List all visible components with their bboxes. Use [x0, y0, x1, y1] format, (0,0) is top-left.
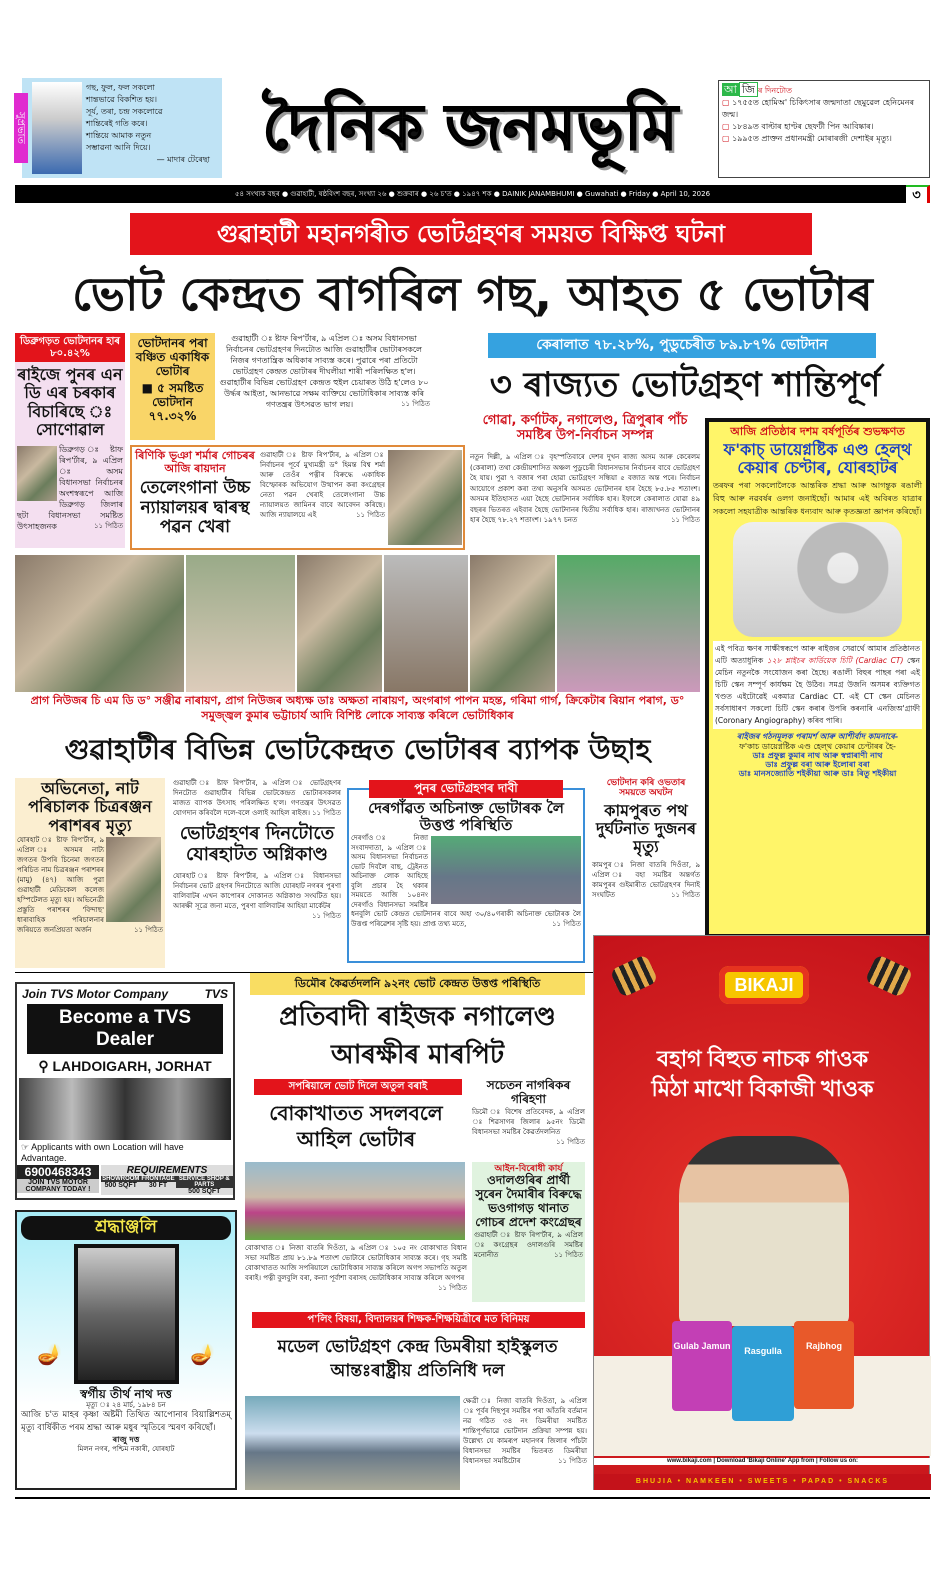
bokakhat-body: বোকাখাত ঃ নিজা বাতৰি দিওঁতা, ৯ এপ্ৰিল ঃ ১০৫ নং বোকাখাত বিধান সভা সমষ্টিত প্ৰায় ৮১.৮৯ শতাংশ ভোটাৰে ভোটাধিকাৰ সাব্যস্ত কৰে। গৃহ সমষ্টি বোকাখাতত আজি সপৰিয়ালে ভোটাধিকাৰ সাব্যস্ত কৰিলে অগপ সভাপতি অতুল বৰাই। পত্নী বুলবুলি বৰা, কন্যা পূৰ্বাশা বৰাসহ ভোটাধিকাৰ সাব্যস্ত কৰিলে অগপৰ	[245, 1244, 467, 1282]
continued-label: ১১ পিঠিত	[311, 912, 341, 921]
celebrity-image	[679, 1136, 849, 1326]
tvs-cta: JOIN TVS MOTOR COMPANY TODAY !	[17, 1179, 99, 1193]
quote-line: শান্তভাৱে বিকশিত হয়।	[86, 95, 157, 104]
lead-body: গুৱাহাটী ঃ ষ্টাফ ৰিপ'ৰ্টাৰ, ৯ এপ্ৰিল ঃ অসম বিধানসভা নিৰ্বাচনৰ ভোটগ্ৰহণৰ দিনটোত আজি গুৱাহাটীৰ ভোটাৰসকলে নিজৰ গণতান্ত্ৰিক অধিকাৰ সাব্যস্ত কৰে। পুৱাৰে পৰা প্ৰতিটো ভোটগ্ৰহণ কেন্দ্ৰত ভোটাৰৰ দীঘলীয়া শাৰী পৰিলক্ষিত হ'ল। গুৱাহাটীৰ বিভিন্ন ভোটগ্ৰহণ কেন্দ্ৰত হুইল চেয়াৰত উঠি হ'লেও ৮০ উৰ্দ্ধৰ আইতা, আনভাৱে সক্ষম ব্যক্তিয়ে ভোটাধিকাৰ সাব্যস্ত কৰি গণতন্ত্ৰৰ উৎসৱত ভাগ লয়।	[219, 334, 429, 409]
dergaon-label: পুনৰ ভোটগ্ৰহণৰ দাবী	[369, 780, 563, 798]
telangana-kicker: ৰিণিকি ভূঞা শৰ্মাৰ গোচৰৰ আজি ৰায়দান	[135, 449, 255, 475]
tvs-headline: Become a TVS Dealer	[27, 1004, 223, 1054]
obituary-text: আজি চ'ত মাহৰ কৃষ্ণা অষ্টমী তিথিত আপোনাৰ বিয়াল্লিশতম্ মৃত্যু বাৰ্ষিকীত পৰম শ্ৰদ্ধা আৰু মধুৰ স্মৃতিৰে স্মৰণ কৰিছোঁ।	[21, 1410, 231, 1434]
tvs-top-line: Join TVS Motor Company	[22, 987, 169, 1001]
ad-title: ফ'কাচ্ ডায়েগ্নষ্টিক এণ্ড হেল্থ কেয়াৰ চেণ্টাৰ, যোৰহাটৰ	[723, 439, 912, 478]
states-headline: ৩ ৰাজ্যত ভোটগ্ৰহণ শান্তিপূৰ্ণ	[489, 365, 881, 405]
actor-body: যোৰহাট ঃ ষ্টাফ ৰিপ'ৰ্টাৰ, ৯ এপ্ৰিল ঃ অসমৰ নাট্য জগতৰ উপৰি চিনেমা জগতৰ পৰিচিত নাম চিত্ৰৰঞ্জন পৰাশৰৰ (মামু) (৪৭) আজি পুৱা গুৱাহাটী মেডিকেল কলেজ হস্পিটেলত মৃত্যু হয়। অভিনেত্ৰী প্ৰস্তুতি পৰাশৰৰ 'বিন্দাছ' ধাৰাবাহিক পৰিচালনাৰ জৰিয়তে জনপ্ৰিয়তা অৰ্জন	[17, 836, 104, 935]
kampur-kicker: ভোটদান কৰি ওভতাৰ সময়তে অঘটন	[606, 778, 686, 799]
udalguri-body: গুৱাহাটী ঃ ষ্টাফ ৰিপ'ৰ্টাৰ, ৯ এপ্ৰিল ঃ কংগ্ৰেছৰ ওদালগুৰি সমষ্টিৰ মনোনীত	[474, 1230, 583, 1259]
motorcycles-image	[19, 1078, 231, 1140]
continued-label: ১১ পিঠিত	[670, 516, 700, 524]
citizens-body: ডিমৌ ঃ বিশেষ প্ৰতিবেদক, ৯ এপ্ৰিল ঃ শিৱসাগৰ জিলাৰ ৯৫নং ডিমৌ বিধানসভা সমষ্টিৰ কৈৱৰ্তদলনিত	[472, 1107, 585, 1136]
fire-headline: ভোটগ্ৰহণৰ দিনটোতে যোৰহাটত অগ্নিকাণ্ড	[179, 823, 335, 865]
continued-label: ১১ পিঠিত	[437, 1284, 467, 1292]
voter-photo	[384, 555, 468, 692]
gulab-jamun-tin: Gulab Jamun	[672, 1321, 732, 1411]
quote-line: শান্তিয়ে আমাক নতুন	[86, 131, 152, 140]
dergaon-headline: দেৰগাঁৱত অচিনাক্ত ভোটাৰক লৈ উত্তপ্ত পৰিস্থিতি	[368, 798, 564, 835]
dhol-drum-icon	[610, 954, 659, 998]
actor-headline: অভিনেতা, নাট পৰিচালক চিত্ৰৰঞ্জন পৰাশৰৰ মৃত্যু	[28, 779, 152, 835]
dimoria-body: ক্ষেত্ৰী ঃ নিজা বাতৰি দিওঁতা, ৯ এপ্ৰিল ঃ পূৰ্বৰ দিছপুৰ সমষ্টিৰ পৰা আঁতৰি বৰ্তমান নৱ গঠিত ৩৪ নং ডিমৰীয়া সমষ্টিত শান্তিপূৰ্ণভাৱে ভোটদান প্ৰক্ৰিয়া সম্পন্ন হয়। উল্লেখ্য যে কামৰূপ মহানগৰ জিলাৰ পাঁচটা বিধানসভা সমষ্টিৰ ভিতৰত ডিমৰীয়া বিধানসভা সমষ্টিটোৰ	[463, 1397, 587, 1465]
oil-lamp-icon: 🪔	[190, 1342, 215, 1366]
voter-stats-box	[130, 333, 215, 440]
telangana-body: গুৱাহাটী ঃ ষ্টাফ ৰিপ'ৰ্টাৰ, ৯ এপ্ৰিল ঃ নিৰ্বাচনৰ পূৰ্বে মুখ্যমন্ত্ৰী ড° হিমন্ত বিশ্ব শৰ্মা আৰু তেওঁৰ পত্নীৰ বিৰুদ্ধে একাধিক বিস্ফোৰক অভিযোগ উত্থাপন কৰা কংগ্ৰেছৰ নেতা পৱন খেৰাই তেলেংগানা উচ্চ ন্যায়ালয়ত জামিনৰ বাবে আবেদন কৰিছে। আজি ন্যায়ালয়ে এই	[260, 451, 385, 519]
continued-label: ১১ পিঠিত	[557, 1457, 587, 1465]
continued-label: ১১ পিঠিত	[551, 919, 581, 928]
udalguri-story	[472, 1162, 585, 1302]
page-number: ৩	[906, 185, 930, 203]
states-body: নতুন দিল্লী, ৯ এপ্ৰিল ঃ বৃহস্পতিবাৰে দেশৰ দুখন ৰাজ্য অসম আৰু কেৰেলম (কেৰালা) তথা কেন্দ্ৰীয়শাসিত অঞ্চল পুডুচেৰী বিধানসভাৰ নিৰ্বাচনৰ বাবে ভোটগ্ৰহণ হৈ যায়। পুৱা ৭ বজাৰ পৰা হোৱা ভোটগ্ৰহণ সন্ধিয়া ৫ বজাত অন্ত পৰে। নিৰ্বাচন আয়োগে প্ৰকাশ কৰা তথ্য অনুসৰি অসমত ভোটদানৰ হাৰ হৈছে ৮৫.৮৫ শতাংশ। অসমৰ ইতিহাসত এয়া হৈছে ভোটদানৰ সৰ্বাধিক হাৰ। ইফালে কেৰালাত যোৱা ৪৯ বছৰৰ ভিতৰত এইবাৰ হৈছে ভোটদানৰ দ্বিতীয় সৰ্বাধিক হাৰ। ৰাজ্যখনত ভোটদানৰ হাৰ হৈছে ৭৮.২৭ শতাংশ। ১৯৭৭ চনত	[470, 453, 700, 524]
dibrugarh-story	[15, 333, 125, 548]
voters-photo-strip	[15, 555, 700, 692]
ad-body: এই পবিত্ৰ ক্ষণৰ সাক্ষীস্বৰূপে আৰু ৰাইজৰ সেৱাৰ্থে আমাৰ প্ৰতিষ্ঠানত এটি অত্যাধুনিক	[715, 644, 920, 666]
quote-line: সূৰ্য, তৰা, চন্দ্ৰ সকলোৱে	[86, 107, 163, 116]
ad-name: ডাঃ প্ৰফুল্ল কুমাৰ নাথ আৰু স্বপ্নাৰাণী নাথ	[752, 750, 883, 760]
dibrugarh-label: ডিব্ৰুগড়ত ভোটদানৰ হাৰ ৮০.৪২%	[15, 333, 125, 362]
voter-photo	[186, 555, 296, 692]
states-kicker: গোৱা, কৰ্ণাটক, নগালেণ্ড, ত্ৰিপুৰাৰ পাঁচ সমষ্টিৰ উপ-নিৰ্বাচন সম্পন্ন	[482, 413, 688, 443]
voter-photo	[297, 555, 381, 692]
pointing-hand-icon: ☞	[21, 1141, 32, 1152]
bikaji-footer[interactable]: www.bikaji.com | Download 'Bikaji Online' App from | Follow us on:	[594, 1458, 931, 1465]
history-item: ▢ ১৭৫৫ত হোমিঅ' চিকিৎসাৰ জন্মদাতা ছেমুৱেল হেনিমেনৰ জন্ম।	[722, 98, 915, 119]
tvs-location: ⚲ LAHDOIGARH, JORHAT	[38, 1057, 212, 1074]
ad-name: ডাঃ মানসজ্যোতি শইকীয়া আৰু ডাঃ ৰিতু শইকীয়া	[738, 769, 897, 779]
kampur-headline: কামপুৰত পথ দুৰ্ঘটনাত দুজনৰ মৃত্যু	[595, 800, 697, 857]
sonowal-photo	[17, 446, 57, 501]
tvs-logo: TVS	[204, 987, 228, 1001]
continued-label: ১১ পিঠিত	[555, 1137, 585, 1146]
today-label: জি	[739, 82, 758, 97]
dibrugarh-body: ডিব্ৰুগড় ঃ ষ্টাফ ৰিপ'ৰ্টাৰ, ৯ এপ্ৰিল ঃ অসম বিধানসভা নিৰ্বাচনৰ অংশস্বৰূপে আজি ডিব্ৰুগড় জিলাৰ ছটা বিধানসভা সমষ্টিত উৎসাহজনক	[17, 444, 123, 531]
dateline: ৫৪ সংখ্যক বছৰ ● গুৱাহাটী, ষষ্ঠবিংশ বছৰ, সংখ্যা ২৬ ● শুক্ৰবাৰ ● ২৬ চ'ত ● ১৯৪৭ শক ● DAINIK JANAMBHUMI ● Guwahati ● Friday ● April 10, 2026	[234, 190, 711, 198]
deceased-name: স্বৰ্গীয় তীৰ্থ নাথ দত্ত	[80, 1386, 172, 1401]
bikaji-product-strip: BHUJIA • NAMKEEN • SWEETS • PAPAD • SNACKS	[594, 1474, 931, 1490]
udalguri-kicker: আইন-বিৰোধী কাৰ্য	[494, 1164, 563, 1174]
voter-photo	[557, 555, 700, 692]
tvs-note: ☞ Applicants with own Location will have Advantage.	[21, 1141, 184, 1163]
photo-headline: গুৱাহাটীৰ বিভিন্ন ভোটকেন্দ্ৰত ভোটাৰৰ ব্যাপক উছাহ	[64, 733, 651, 766]
tvs-phone[interactable]: 6900468343	[17, 1165, 99, 1179]
fokus-diagnostic-ad	[705, 418, 930, 938]
dergaon-body: দেৰগাঁও ঃ নিজা সংবাদদাতা, ৯ এপ্ৰিল ঃ অসম বিধানসভা নিৰ্বাচনত ভোট দিবলৈ বাছ, ট্ৰেইনত অচিনাক্ত লোক আহিছে বুলি প্ৰচাৰ হৈ থকাৰ সময়তে আজি ১০৪নং দেৰগাঁও বিধানসভা সমষ্টিৰ ধনবুলি ভোট কেন্দ্ৰত ভোটদানৰ বাবে অহা ৩০/৪০গৰাকী অচিনাক্ত ভোটাৰক লৈ উত্তপ্ত পৰিৱেশৰ সৃষ্টি হয়। প্ৰাপ্ত তথ্য মতে,	[351, 834, 581, 928]
voter-photo	[15, 555, 184, 692]
page-bottom-rule	[15, 1497, 930, 1499]
req-value: 30 FT	[148, 1181, 168, 1189]
obituary-address: মিলন নগৰ, পশ্চিম নকাৰী, যোৰহাট	[77, 1444, 175, 1453]
ad-from: ফ'কাচ ডায়েগ্নষ্টিক এণ্ড হেল্থ কেয়াৰ চেণ্টাৰৰ হৈ-	[739, 741, 896, 751]
continued-label: ১১ পিঠিত	[553, 1250, 583, 1259]
lead-headline: ভোট কেন্দ্ৰত বাগৰিল গছ, আহত ৫ ভোটাৰ	[72, 267, 873, 321]
history-item: ▢ ১৮৪৯ত বাল্টাৰ হাণ্টৰ ছেফটী পিন আবিষ্কাৰ।	[722, 122, 874, 131]
middle-intro: গুৱাহাটী ঃ ষ্টাফ ৰিপ'ৰ্টাৰ, ৯ এপ্ৰিল ঃ ভোটগ্ৰহণৰ দিনটোত গুৱাহাটীৰ বিভিন্ন ভোটকেন্দ্ৰত ভোটাৰসকলৰ মাজত ব্যাপক উৎসাহ পৰিলক্ষিত হ'ল। গণতন্ত্ৰৰ উৎসৱত যোগদান কৰিবলৈ দলে-বলে ওলাই আহিল ৰাইজ।	[173, 779, 341, 817]
continued-label: ১১ পিঠিত	[93, 521, 123, 530]
continued-label: ১১ পিঠিত	[355, 511, 385, 519]
telangana-headline: তেলেংগানা উচ্চ ন্যায়ালয়ৰ দ্বাৰস্থ পৱন খেৰা	[139, 478, 251, 538]
quote-box	[15, 78, 222, 178]
dergaon-story	[347, 781, 585, 963]
citizens-headline: সচেতন নাগৰিকৰ গৰিহণা	[486, 1078, 571, 1106]
photo-caption: প্ৰাগ নিউজৰ চি এম ডি ড° সঞ্জীৱ নাৰায়ণ, প্ৰাগ নিউজৰ অধ্যক্ষ ডাঃ অক্ষতা নাৰায়ণ, অংগৰাগ পাপন মহন্ত, গৰিমা গাৰ্গ, ক্ৰিকেটাৰ ৰিয়ান পৰাগ, ড° সমুজ্জ্বল কুমাৰ ভট্টাচাৰ্য আদি বিশিষ্ট লোকে সাব্যস্ত কৰিলে ভোটাধিকাৰ	[30, 694, 685, 722]
tvs-req-title: REQUIREMENTS	[126, 1164, 208, 1176]
ad-body: স্কেন মেচিন নতুনকৈ সংযোজন কৰা হৈছে। ৰঙালী বিহুৰ পাছৰ পৰা এই চিটি স্কেন সম্পূৰ্ণ কাৰ্যক্ষম হৈ উঠিব। সমগ্ৰ উজনি অসমৰ ব্যক্তিগত খণ্ডত এইটোৱেই একমাত্ৰ Cardiac CT. এই CT স্কেন মেচিনত সৰ্বসাধাৰণ সকলো চিটি স্কেন কৰাৰ উপৰি কৰনাৰি এনজিঅ'গ্ৰাফী (Coronary Angiography) কৰিব পাৰি।	[715, 656, 920, 726]
quote-author: — মাদাৰ টেৰেছা	[156, 155, 210, 164]
dimoria-label: প'লিং বিষয়া, বিদ্যালয়ৰ শিক্ষক-শিক্ষয়িত্ৰীৰে মত বিনিময়	[252, 1312, 585, 1328]
ad-intro: তৰফৰ পৰা সকলোলৈকে আন্তৰিক শ্ৰদ্ধা আৰু আগন্তুক ৰঙালী বিহু আৰু নৱবৰ্ষৰ ওলগ জনাইছোঁ। আমাৰ এই অবিৰত যাত্ৰাৰ সকলো সহযাত্ৰীক আন্তৰিক ধন্যবাদ আৰু কৃতজ্ঞতা জ্ঞাপন কৰিছোঁ।	[713, 481, 922, 517]
delegation-photo	[245, 1396, 460, 1490]
death-date: মৃত্যু ঃ ২৪ মাৰ্চ, ১৯৮৪ চন	[86, 1401, 166, 1410]
deceased-photo	[74, 1244, 179, 1384]
telangana-story	[130, 445, 465, 550]
udalguri-headline: ওদালগুৰিৰ প্ৰাৰ্থী সুৰেন দৈমাৰীৰ বিৰুদ্ধে ভওগাগড় থানাত গোচৰ প্ৰদেশ কংগ্ৰেছৰ	[475, 1173, 582, 1229]
bikaji-slogan-1: বহাগ বিহুত নাচক গাওক	[656, 1046, 869, 1071]
continued-label: ১১ পিঠিত	[133, 926, 163, 935]
continued-label: ১১ পিঠিত	[400, 400, 430, 408]
obituary-by: ৰাজু দত্ত	[112, 1435, 140, 1445]
obituary-title: শ্ৰদ্ধাঞ্জলি	[21, 1216, 231, 1240]
states-banner: কেৰালাত ৭৮.২৮%, পুডুচেৰীত ৮৯.৮৭% ভোটদান	[488, 333, 876, 358]
ad-blessing: ৰাইজৰ গঠনমূলক পৰামৰ্শ আৰু আশীৰ্বাদ কামনাৰে-	[736, 732, 899, 742]
ad-highlight: ১২৮ শ্লাইচৰ কাৰ্ডিয়েক চিটি (Cardiac CT)	[766, 656, 904, 666]
ct-scanner-image	[733, 522, 902, 637]
dibrugarh-headline: ৰাইজে পুনৰ এন ডি এৰ চৰকাৰ বিচাৰিছে ঃ সোণোৱাল	[17, 365, 123, 440]
tvs-dealer-ad	[15, 982, 235, 1200]
today-label: ৰ দিনটোত	[757, 86, 793, 95]
dimow-banner: ডিমৌৰ কৈৱৰ্তদলনি ৯২নং ভোট কেন্দ্ৰত উত্তপ্ত পৰিস্থিতি	[250, 973, 585, 995]
req-key: FRONTAGE	[141, 1175, 175, 1182]
pawan-khera-photo	[388, 450, 462, 545]
bikaji-slogan-2: মিঠা মাখো বিকাজী খাওক	[651, 1076, 874, 1101]
today-in-history	[718, 80, 930, 178]
ad-kicker: আজি প্ৰতিষ্ঠাৰ দশম বৰ্ষপূৰ্তিৰ শুভক্ষণত	[730, 425, 905, 438]
req-key: SERVICE SHOP & PARTS	[176, 1176, 233, 1188]
quote-side-label: সুপ্ৰভাত	[14, 93, 28, 163]
rasgulla-tin: Rasgulla	[732, 1326, 794, 1421]
rajbhog-tin: Rajbhog	[794, 1321, 854, 1409]
dimoria-headline: মডেল ভোটগ্ৰহণ কেন্দ্ৰ ডিমৰীয়া হাইস্কুলত আন্তঃৰাষ্ট্ৰীয় প্ৰতিনিধি দল	[277, 1337, 558, 1381]
dimow-headline: প্ৰতিবাদী ৰাইজক নগালেণ্ড আৰক্ষীৰ মাৰপিট	[279, 1002, 556, 1070]
bikaji-logo: BIKAJI	[719, 966, 809, 1004]
history-item: ▢ ১৯৯৫ত প্ৰাক্তন প্ৰধানমন্ত্ৰী মোৰাৰজী দেশাইৰ মৃত্যু।	[722, 134, 892, 143]
location-pin-icon: ⚲	[38, 1057, 53, 1074]
quote-line: সম্ভাৱনা আনি দিয়ে।	[86, 143, 151, 152]
dergaon-crowd-photo	[431, 836, 581, 904]
obituary-ad	[15, 1210, 237, 1490]
bokakhat-label: সপৰিয়ালে ভোট দিলে অতুল বৰাই	[254, 1079, 462, 1095]
voter-photo	[470, 555, 554, 692]
masthead-title: দৈনিক জনমভূমি	[262, 91, 678, 165]
bokakhat-headline: বোকাখাতত সদলবলে আহিল ভোটাৰ	[269, 1101, 443, 1151]
actor-photo	[106, 837, 161, 922]
continued-label: ১১ পিঠিত	[311, 809, 341, 817]
today-label: আ	[724, 83, 737, 96]
quote-line: গছ, ফুল, ফল সকলো	[86, 83, 155, 92]
deprived-voters-note: ভোটদানৰ পৰা বঞ্চিত একাধিক ভোটাৰ	[135, 336, 210, 378]
req-value: 500 SQFT	[104, 1181, 137, 1189]
lead-banner: গুৱাহাটী মহানগৰীত ভোটগ্ৰহণৰ সময়ত বিক্ষিপ্ত ঘটনা	[130, 213, 812, 255]
dateline-bar	[15, 185, 930, 203]
req-value: 500 SQFT	[188, 1187, 221, 1195]
oil-lamp-icon: 🪔	[37, 1342, 62, 1366]
fire-body: যোৰহাট ঃ ষ্টাফ ৰিপ'ৰ্টাৰ, ৯ এপ্ৰিল ঃ বিধানসভা নিৰ্বাচনৰ ভোট গ্ৰহণৰ দিনটোতে আজি যোৰহাট নগৰৰ পুৰণা বালিবাটৰ এখন কাপোৰৰ দোকানত অগ্নিকাণ্ড সংঘটিত হয়। আৰক্ষী সূত্ৰে জনা মতে, পুৰণা বালিবাটৰ আহিয়া মাৰ্কেটৰ	[173, 872, 341, 911]
quote-author-photo	[32, 82, 82, 174]
bikaji-ad	[593, 935, 930, 1490]
bokakhat-queue-photo	[245, 1162, 465, 1240]
ad-name: ডাঃ প্ৰফুল্ল বৰা আৰু ইলোৰা বৰা	[765, 759, 870, 769]
turnout-note: ■ ৫ সমষ্টিত ভোটদান ৭৭.৩২%	[141, 381, 204, 423]
actor-obit-story	[15, 778, 165, 968]
quote-line: শান্তিৰেই গতি কৰে।	[86, 119, 148, 128]
continued-label: ১১ পিঠিত	[670, 890, 700, 899]
kampur-body: কামপুৰ ঃ নিজা বাতৰি দিওঁতা, ৯ এপ্ৰিল ঃ বহা সমষ্টিৰ অন্তৰ্গত কামপুৰৰ গুইমাৰীত ভোটগ্ৰহণৰ দিনাই সংঘটিত	[592, 860, 700, 899]
dhol-drum-icon	[865, 954, 914, 998]
req-key: SHOWROOM	[102, 1175, 140, 1182]
